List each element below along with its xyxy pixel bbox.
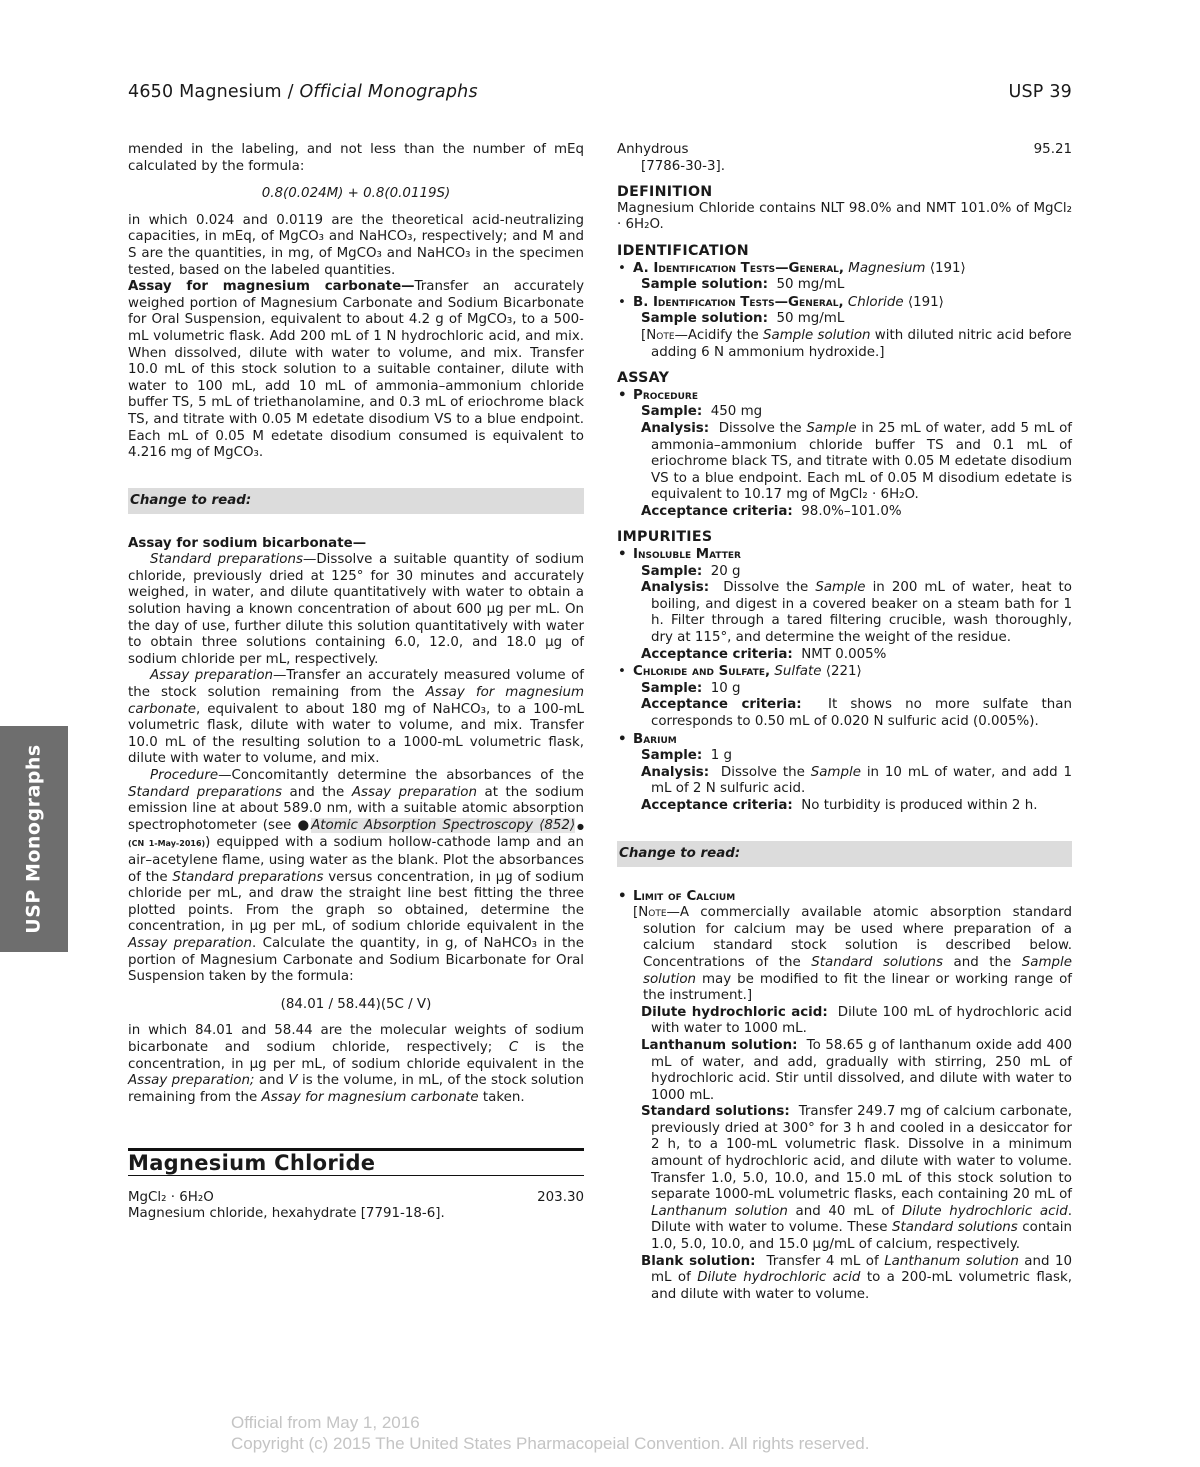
molecular-formula: MgCl₂ · 6H₂O [128, 1189, 214, 1205]
note-label: Note [646, 327, 675, 343]
assay-prep-ref: Assay for magnesium carbonate [128, 685, 585, 717]
assay-prep-text-a: —Transfer an accurately measured volume of the stock solution remaining from the [128, 668, 584, 701]
assay-analysis-label: Analysis: [641, 420, 710, 436]
note-text-a: —Acidify the [674, 327, 764, 343]
chloride-num: ⟨221⟩ [825, 664, 862, 680]
ident-b-sample-label: Sample solution: [641, 311, 768, 327]
inwhich2-c: C [508, 1039, 519, 1055]
inwhich2-ref2: Assay for magnesium carbonate [261, 1089, 479, 1105]
ba-sample-val: 1 g [710, 748, 733, 764]
std-c: . Dilute with water to volume. These [651, 1203, 1072, 1236]
procedure-ref-1: Standard preparations [128, 784, 282, 800]
ident-a-num: ⟨191⟩ [929, 260, 966, 276]
ca-note-ref1: Standard solutions [811, 954, 943, 970]
ins-accept-val: NMT 0.005% [801, 646, 887, 662]
ca-note-c: may be modified to fit the linear or working range of the instrument.] [643, 971, 1072, 1004]
in-which-paragraph-1: in which 0.024 and 0.0119 are the theoretical acid-neutralizing capacities, in mEq, of MgCO₃ and NaHCO₃, respectively; and M and S are the quantities, in mg, of MgCO₃ and NaHCO₃ in the specimen tested, based on the labeled quantities. [128, 212, 584, 278]
ca-note-a: —A commercially available atomic absorption standard solution for calcium may be used where preparation of a calcium standard stock solution is described below. Concentrations of the [643, 905, 1072, 970]
ident-a-sample-val: 50 mg/mL [776, 277, 845, 293]
ins-sample-val: 20 g [710, 563, 741, 579]
side-tab-label: USP Monographs [23, 744, 46, 934]
cs-accept-label: Acceptance criteria: [641, 697, 802, 713]
ba-acceptance [617, 798, 1072, 815]
ba-analysis [617, 765, 1072, 798]
procedure-text-c: at the sodium emission line at about 589.0 nm, with a suitable atomic absorption spectrophotometer (see [128, 784, 585, 833]
procedure-text-b: and the [282, 784, 352, 800]
continued-paragraph: mended in the labeling, and not less than the number of mEq calculated by the formula: [128, 142, 584, 174]
molecular-formula-row [128, 1190, 584, 1207]
footer-official-date: Official from May 1, 2016 [231, 1413, 420, 1432]
change-to-read-banner: Change to read: [128, 488, 584, 514]
page-header-left [128, 82, 478, 102]
std-prep-text: —Dissolve a suitable quantity of sodium chloride, previously dried at 125° for 30 minutes and accurately weighed, in water, and dilute quantitatively with water to obtain a solution having a known concentration of about 600 µg per mL. On the day of use, further dilute this solution quantitatively with water to obtain three solutions containing 6.0, 12.0, and 18.0 µg of sodium chloride per mL, respectively. [128, 552, 584, 667]
dil-label: Dilute hydrochloric acid: [641, 1004, 828, 1020]
procedure-text-a: —Concomitantly determine the absorbances of the [218, 768, 584, 783]
identification-a [617, 261, 1072, 278]
definition-text: Magnesium Chloride contains NLT 98.0% and NMT 101.0% of MgCl₂ · 6H₂O. [617, 200, 1072, 233]
ident-b-label: B. Identification Tests—General, [633, 294, 844, 310]
note-text-b: with diluted nitric acid before adding 6 N ammonium hydroxide.] [651, 327, 1072, 360]
assay-accept-label: Acceptance criteria: [641, 503, 793, 519]
cs-accept-val: It shows no more sulfate than corresponds to 0.50 mL of 0.020 N sulfuric acid (0.005%). [651, 697, 1072, 729]
ins-analysis [617, 580, 1072, 646]
ca-note-label: Note [638, 905, 667, 921]
ba-sample-label: Sample: [641, 748, 703, 764]
inwhich2-v: V [288, 1073, 298, 1089]
std-d: contain 1.0, 5.0, 10.0, and 15.0 µg/mL of calcium, respectively. [651, 1220, 1072, 1253]
change-to-read-banner-2: Change to read: [617, 841, 1072, 867]
assay-nahco3-title: Assay for sodium bicarbonate— [128, 535, 367, 551]
left-column [128, 142, 584, 1223]
procedure-paragraph [128, 768, 584, 986]
formula-2: (84.01 / 58.44)(5C / V) [280, 996, 432, 1012]
ident-b-sample-val: 50 mg/mL [776, 311, 845, 327]
anhydrous-mw: 95.21 [1033, 142, 1072, 157]
limit-of-calcium-heading: • Limit of Calcium [617, 889, 1072, 906]
assay-sample [617, 404, 1072, 421]
chloride-head: Chloride and Sulfate, [633, 664, 771, 680]
dil-text: Dilute 100 mL of hydrochloric acid with water to 1000 mL. [651, 1004, 1073, 1037]
blank-solution [617, 1254, 1072, 1304]
page-header-right: USP 39 [1008, 82, 1072, 102]
standard-solutions [617, 1104, 1072, 1253]
assay-mgco3-text: Transfer an accurately weighed portion of Magnesium Carbonate and Sodium Bicarbonate for Oral Suspension, equivalent to about 4.2 g of MgCO₃, to a 500-mL volumetric flask. Add 200 mL of 1 N hydrochloric acid, and mix. When dissolved, dilute with water to volume, and mix. Transfer 10.0 mL of this stock solution to a suitable container, dilute with water to 100 mL, add 10 mL of ammonia–ammonium chloride buffer TS, 5 mL of triethanolamine, and 0.3 mL of eriochrome black TS, and titrate with 0.05 M edetate disodium VS to a blue endpoint. Each mL of 0.05 M edetate disodium consumed is equivalent to 4.216 mg of MgCO₃. [128, 279, 585, 461]
ins-accept-label: Acceptance criteria: [641, 646, 793, 662]
ins-analysis-label: Analysis: [641, 580, 710, 596]
procedure-ref-3: Atomic Absorption Spectroscopy ⟨852⟩ [311, 817, 576, 833]
assay-sample-label: Sample: [641, 404, 703, 420]
blank-c: to a 200-mL volumetric flask, and dilute with water to volume. [651, 1270, 1072, 1302]
anhydrous-row [617, 142, 1072, 159]
ident-b-sample [617, 311, 1072, 328]
blank-ref2: Dilute hydrochloric acid [697, 1270, 861, 1286]
ca-note-ref2: Sample solution [643, 954, 1073, 987]
dilute-hcl [617, 1005, 1072, 1038]
cs-acceptance [617, 697, 1072, 730]
cs-sample [617, 681, 1072, 698]
assay-analysis [617, 421, 1072, 504]
definition-heading: DEFINITION [617, 184, 713, 201]
ins-analysis-b: in 200 mL of water, heat to boiling, and digest in a covered beaker on a steam bath for 1 h. Filter through a tared filtering crucible, wash thoroughly, dry at 115°, and determine the weight of the residue. [651, 580, 1072, 646]
ident-a-sample-label: Sample solution: [641, 277, 768, 293]
ba-accept-label: Acceptance criteria: [641, 797, 793, 813]
assay-mgco3-paragraph [128, 279, 584, 462]
ins-analysis-ref: Sample [815, 580, 866, 596]
ba-analysis-a: Dissolve the [720, 764, 811, 780]
ba-analysis-ref: Sample [810, 764, 861, 780]
ident-b-ref: Chloride [847, 294, 904, 310]
footer-watermark [231, 1412, 869, 1454]
molecular-weight: 203.30 [537, 1189, 584, 1205]
std-ref2: Dilute hydrochloric acid [901, 1203, 1068, 1219]
procedure-text-d: ) equipped with a sodium hollow-cathode lamp and an air–acetylene flame, using water as the blank. Plot the absorbances of the [128, 835, 584, 885]
blank-ref1: Lanthanum solution [884, 1253, 1019, 1269]
identification-b [617, 295, 1072, 312]
anhydrous-label: Anhydrous [617, 142, 689, 157]
ins-sample-label: Sample: [641, 563, 703, 579]
right-column [617, 142, 1072, 1303]
blank-a: Transfer 4 mL of [766, 1253, 885, 1269]
impurities-heading: IMPURITIES [617, 529, 713, 546]
side-tab [0, 726, 68, 952]
inwhich2-a: in which 84.01 and 58.44 are the molecular weights of sodium bicarbonate and sodium chloride, respectively; [128, 1023, 584, 1055]
procedure-ref-5: Assay preparation [128, 935, 252, 951]
procedure-ref-2: Assay preparation [351, 784, 477, 800]
ba-sample [617, 748, 1072, 765]
calcium-note: [Note—A commercially available atomic absorption standard solution for calcium may be used where preparation of a calcium standard stock solution is described below. Concentrations of the Standard solutions and the Sample solution may be modified to fit the linear or working range of the instrument.] [633, 905, 1073, 1004]
in-which-paragraph-2 [128, 1023, 584, 1106]
procedure-text-e: versus concentration, in µg of sodium chloride per mL, and draw the straight line best fitting the three plotted points. From the graph so obtained, determine the concentration, in µg per mL, of sodium chloride equivalent in the [128, 869, 584, 935]
std-label: Standard solutions: [641, 1104, 790, 1120]
std-prep-label: Standard preparations [150, 552, 303, 568]
standard-preparations-paragraph [128, 552, 584, 668]
blank-b: and 10 mL of [651, 1253, 1072, 1286]
cs-sample-label: Sample: [641, 680, 703, 696]
std-ref3: Standard solutions [892, 1220, 1018, 1236]
procedure-ref-4: Standard preparations [172, 869, 324, 885]
procedure-label: Procedure [150, 768, 219, 783]
chloride-ref: Sulfate [774, 664, 822, 680]
chemical-name: Magnesium chloride, hexahydrate [7791-18-6]. [128, 1206, 445, 1222]
procedure-heading: • Procedure [617, 388, 1072, 405]
assay-analysis-b: in 25 mL of water, add 5 mL of ammonia–ammonium chloride buffer TS and 0.1 mL of eriochrome black TS, and titrate with 0.05 M edetate disodium VS to a blue endpoint. Each mL of 0.05 M disodium edetate is equivalent to 10.17 mg of MgCl₂ · 6H₂O. [651, 420, 1072, 503]
chloride-sulfate-heading [617, 664, 1072, 681]
blank-label: Blank solution: [641, 1253, 756, 1269]
monograph-title: Magnesium Chloride [128, 1148, 584, 1176]
footer-copyright: Copyright (c) 2015 The United States Pharmacopeial Convention. All rights reserved. [231, 1434, 870, 1453]
ins-analysis-a: Dissolve the [723, 580, 816, 596]
assay-analysis-a: Dissolve the [718, 420, 807, 436]
inwhich2-f: taken. [478, 1089, 525, 1105]
ident-a-label: A. Identification Tests—General, [633, 260, 844, 276]
lanthanum-solution [617, 1038, 1072, 1104]
note-ref: Sample solution [763, 327, 871, 343]
anhydrous-cas: [7786-30-3]. [641, 158, 726, 174]
cs-sample-val: 10 g [710, 680, 741, 696]
assay-accept-val: 98.0%–101.0% [801, 503, 902, 519]
lan-label: Lanthanum solution: [641, 1037, 798, 1053]
revision-mark-end: ● (CN 1-May-2016) [128, 821, 585, 849]
ident-b-note: [Note—Acidify the Sample solution with diluted nitric acid before adding 6 N ammonium hydroxide.] [641, 327, 1072, 360]
ident-b-num: ⟨191⟩ [907, 294, 944, 310]
insoluble-matter-heading: • Insoluble Matter [617, 547, 1072, 564]
barium-heading: • Barium [617, 732, 1072, 749]
assay-prep-label: Assay preparation [150, 668, 274, 684]
ba-analysis-b: in 10 mL of water, and add 1 mL of 2 N sulfuric acid. [651, 764, 1072, 797]
ba-accept-val: No turbidity is produced within 2 h. [801, 797, 1038, 813]
assay-mgco3-title: Assay for magnesium carbonate— [128, 279, 415, 295]
header-section: Official Monographs [299, 82, 478, 102]
ca-note-b: and the [942, 954, 1022, 970]
revision-mark-start: ● [297, 817, 312, 833]
ins-sample [617, 564, 1072, 581]
assay-sample-val: 450 mg [710, 404, 763, 420]
procedure-text-f: . Calculate the quantity, in g, of NaHCO₃ in the portion of Magnesium Carbonate and Sodium Bicarbonate for Oral Suspension taken by the formula: [128, 935, 584, 985]
formula-1: 0.8(0.024M) + 0.8(0.0119S) [261, 186, 451, 202]
assay-analysis-ref: Sample [806, 420, 857, 436]
inwhich2-d: and [254, 1073, 289, 1089]
identification-heading: IDENTIFICATION [617, 242, 749, 259]
ins-acceptance [617, 647, 1072, 664]
header-page-title: 4650 Magnesium / [128, 82, 300, 102]
ba-analysis-label: Analysis: [641, 764, 710, 780]
assay-acceptance [617, 504, 1072, 521]
ident-a-ref: Magnesium [848, 260, 926, 276]
assay-preparation-paragraph [128, 668, 584, 768]
assay-prep-text-b: , equivalent to about 180 mg of NaHCO₃, to a 100-mL volumetric flask, dilute with water to volume, and mix. Transfer 10.0 mL of the resulting solution to a 1000-mL volumetric flask, dilute with water to volume, and mix. [128, 701, 584, 767]
std-b: and 40 mL of [787, 1203, 902, 1219]
inwhich2-ref: Assay preparation; [128, 1073, 255, 1089]
assay-heading: ASSAY [617, 370, 670, 387]
inwhich2-e: is the volume, in mL, of the stock solution remaining from the [128, 1073, 584, 1105]
lan-text: To 58.65 g of lanthanum oxide add 400 mL of water, and add, gradually with stirring, 250 mL of hydrochloric acid. Stir until dissolved, and dilute with water to 1000 mL. [651, 1037, 1073, 1103]
inwhich2-b: is the concentration, in µg per mL, of sodium chloride equivalent in the [128, 1039, 584, 1072]
ident-a-sample [617, 277, 1072, 294]
std-a: Transfer 249.7 mg of calcium carbonate, previously dried at 300° for 3 h and cooled in a desiccator for 2 h, to a 100-mL volumetric flask. Dissolve in a minimum amount of hydrochloric acid, and dilute with water to volume. Transfer 1.0, 5.0, 10.0, and 15.0 mL of this stock solution to separate 1000-mL volumetric flasks, each containing 20 mL of [651, 1104, 1073, 1203]
std-ref1: Lanthanum solution [651, 1203, 788, 1219]
